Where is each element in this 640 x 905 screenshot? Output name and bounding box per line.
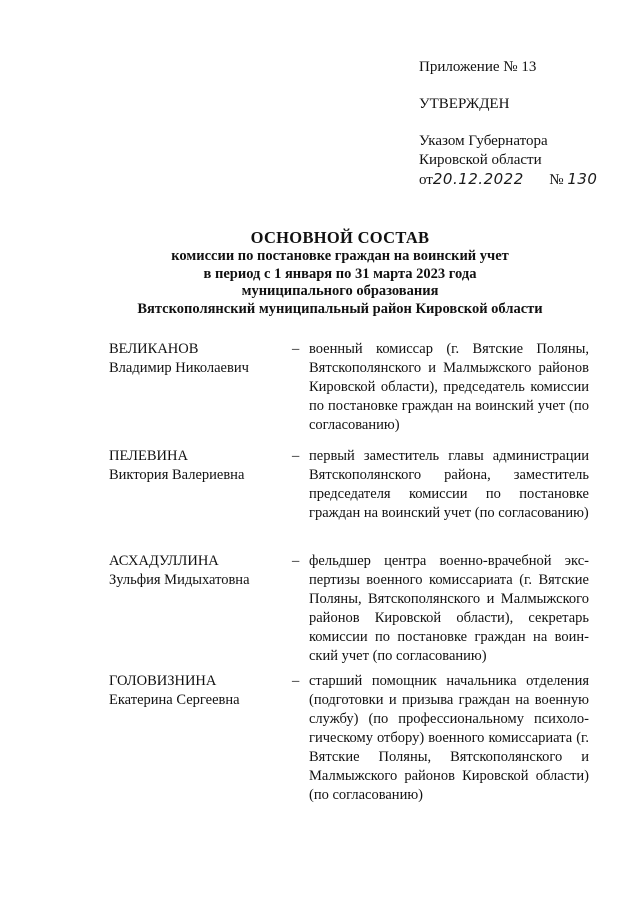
approved-by-line1: Указом Губернатора xyxy=(419,133,548,149)
title-line-3: муниципального образования xyxy=(241,283,439,299)
approved-label: УТВЕРЖДЕН xyxy=(419,96,510,112)
handwritten-number: 130 xyxy=(567,170,598,188)
member-surname: АСХАДУЛЛИНА xyxy=(109,553,219,569)
approval-block xyxy=(419,58,619,190)
title-line-1: комиссии по постановке граждан на воинский учет xyxy=(171,248,509,264)
document-title xyxy=(60,228,620,318)
member-given-name: Екатерина Сергеевна xyxy=(109,692,240,708)
member-dash: – xyxy=(292,553,300,569)
number-prefix: № xyxy=(549,172,564,188)
member-surname: ПЕЛЕВИНА xyxy=(109,448,188,464)
member-name xyxy=(109,447,284,485)
member-given-name: Зульфия Мидыхатовна xyxy=(109,572,250,588)
member-role: военный комиссар (г. Вятские Поляны, Вятскополянского и Малмыжского районов Кировской области), председатель комиссии по постановке граждан на воинский учет (по согласованию) xyxy=(309,341,589,433)
date-prefix: от xyxy=(419,172,433,188)
decree-date-number xyxy=(419,170,619,190)
member-surname: ГОЛОВИЗНИНА xyxy=(109,673,217,689)
member-dash: – xyxy=(292,448,300,464)
member-dash: – xyxy=(292,673,300,689)
member-name xyxy=(109,672,284,710)
member-given-name: Владимир Николаевич xyxy=(109,360,249,376)
member-surname: ВЕЛИКАНОВ xyxy=(109,341,199,357)
member-dash: – xyxy=(292,341,300,357)
member-role: первый заместитель главы администрации Вятскополянского района, заместитель председателя комиссии по постановке граждан на воинский учет (по согласованию) xyxy=(309,448,589,521)
title-line-2: в период с 1 января по 31 марта 2023 года xyxy=(203,265,477,282)
appendix-number: Приложение № 13 xyxy=(419,59,537,75)
handwritten-date: 20.12.2022 xyxy=(432,170,524,188)
member-name xyxy=(109,552,284,590)
title-main: ОСНОВНОЙ СОСТАВ xyxy=(250,228,430,247)
member-name xyxy=(109,340,284,378)
approved-by-line2: Кировской области xyxy=(419,152,542,168)
member-role: старший помощник начальника отделения (подготовки и призыва граждан на военную службу) (по профессиональному психологическому отбору) военного комиссариата (г. Вятские Поляны, Вятскополянского и Малмыжского районов Кировской области) (по согласованию) xyxy=(309,673,589,803)
member-role: фельдшер центра военно-врачебной экспертизы военного комиссариата (г. Вятские Поляны, Вятскополянского и Малмыжского районов Кировской области), секретарь комиссии по постановке граждан на воинский учет (по согласованию) xyxy=(309,553,589,664)
member-given-name: Виктория Валериевна xyxy=(109,467,245,483)
title-line-4: Вятскополянский муниципальный район Кировской области xyxy=(137,300,543,317)
